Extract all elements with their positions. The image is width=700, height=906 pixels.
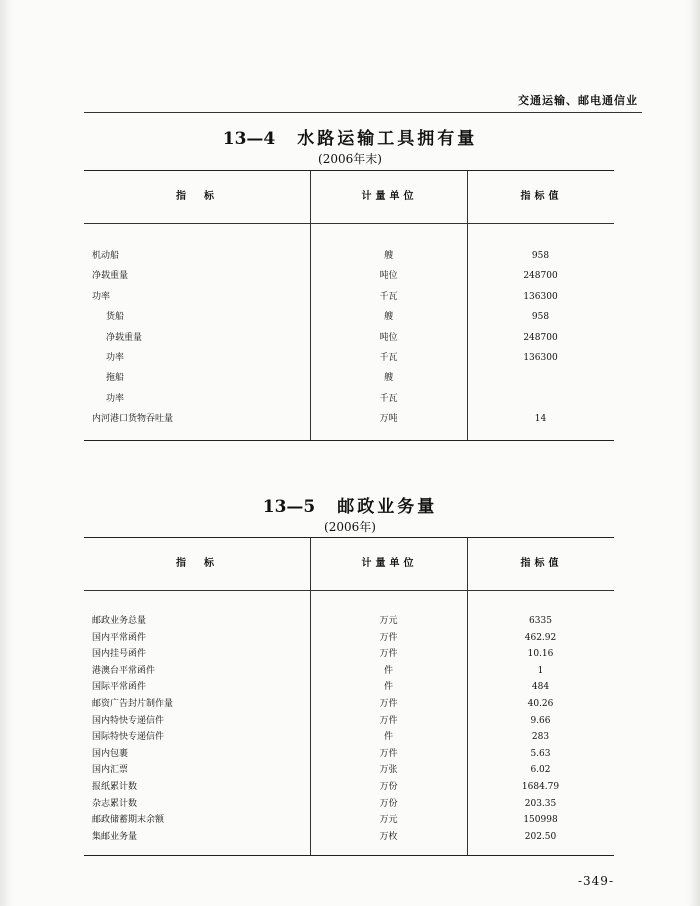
table-row [84, 729, 614, 746]
row-unit: 艘 [383, 251, 393, 261]
table-row [84, 746, 614, 763]
row-name: 国内汇票 [92, 765, 129, 776]
table-row [84, 796, 614, 813]
row-unit: 万件 [379, 715, 398, 726]
table-row [84, 829, 614, 846]
table2-title-text: 邮政业务量 [337, 497, 438, 517]
table-row [84, 287, 614, 307]
row-unit: 万枚 [379, 831, 398, 842]
row-value: 10.16 [527, 649, 554, 660]
row-value: 6335 [529, 616, 552, 626]
row-name: 功率 [106, 393, 125, 404]
row-unit: 万张 [379, 765, 398, 776]
table1-title [0, 124, 700, 149]
row-unit: 件 [383, 732, 393, 743]
row-name: 报纸累计数 [92, 781, 138, 792]
table2-title [0, 492, 700, 517]
row-name: 功率 [92, 291, 111, 302]
table-row [84, 679, 614, 696]
row-unit: 万元 [379, 815, 398, 826]
row-value: 484 [531, 682, 550, 693]
table-row [84, 368, 614, 388]
row-unit: 千瓦 [379, 352, 398, 363]
row-value: 248700 [523, 332, 558, 343]
table-row [84, 713, 614, 730]
row-unit: 万份 [379, 781, 398, 792]
row-value: 14 [534, 414, 547, 425]
row-value: 248700 [523, 271, 558, 282]
row-unit: 千瓦 [379, 393, 398, 404]
row-name: 国内平常函件 [92, 632, 147, 643]
table-row [84, 307, 614, 327]
row-value: 40.26 [527, 698, 554, 709]
row-unit: 万件 [379, 698, 398, 709]
row-name: 杂志累计数 [92, 798, 138, 809]
row-value: 136300 [523, 291, 558, 302]
table-row [84, 779, 614, 796]
table1-header [84, 171, 614, 224]
row-unit: 万件 [379, 748, 398, 759]
row-value: 202.50 [524, 831, 557, 842]
table2-subtitle: (2006年) [324, 520, 376, 534]
row-name: 邮政储蓄期末余额 [92, 815, 165, 826]
table1-header-value: 指标值 [467, 171, 615, 223]
row-value: 462.92 [524, 632, 557, 643]
table1-subtitle: (2006年末) [318, 152, 382, 166]
row-name: 功率 [106, 352, 125, 363]
row-unit: 吨位 [379, 332, 398, 343]
row-value: 6.02 [530, 765, 551, 776]
row-value: 1684.79 [521, 781, 560, 792]
table-row [84, 246, 614, 266]
row-name: 邮资广告封片制作量 [92, 698, 174, 709]
row-unit: 艘 [383, 312, 393, 323]
table1-body [84, 224, 614, 440]
row-unit: 万元 [379, 616, 398, 626]
row-name: 国内挂号函件 [92, 649, 147, 660]
row-unit: 艘 [383, 373, 393, 384]
table-row [84, 328, 614, 348]
running-header: 交通运输、邮电通信业 [518, 94, 638, 107]
table-row [84, 348, 614, 368]
table1-header-unit: 计量单位 [310, 171, 468, 223]
row-name: 集邮业务量 [92, 831, 138, 842]
row-unit: 万吨 [379, 414, 398, 425]
table2-header-unit: 计量单位 [310, 538, 468, 590]
row-name: 净载重量 [106, 332, 143, 343]
table-row [84, 409, 614, 429]
row-name: 国际平常函件 [92, 682, 147, 693]
row-name: 国内包裹 [92, 748, 129, 759]
row-unit: 千瓦 [379, 291, 398, 302]
table-row [84, 646, 614, 663]
row-value: 136300 [523, 352, 558, 363]
table1-header-indicator: 指 标 [176, 191, 218, 202]
row-name: 国内特快专递信件 [92, 715, 165, 726]
table2-header-value: 指标值 [467, 538, 615, 590]
table-row [84, 266, 614, 286]
table1 [84, 170, 614, 441]
row-unit: 万份 [379, 798, 398, 809]
header-rule [84, 112, 642, 113]
row-unit: 万件 [379, 649, 398, 660]
table-row [84, 663, 614, 680]
table1-number: 13—4 [222, 129, 276, 149]
row-name: 内河港口货物吞吐量 [92, 414, 174, 425]
row-name: 国际特快专递信件 [92, 732, 165, 743]
table2-header [84, 538, 614, 591]
table-row [84, 630, 614, 647]
table2-number: 13—5 [262, 497, 316, 517]
row-name: 净载重量 [92, 271, 129, 282]
table2 [84, 537, 614, 856]
table1-title-text: 水路运输工具拥有量 [297, 129, 478, 149]
row-name: 拖船 [106, 373, 125, 384]
row-name: 货船 [106, 312, 125, 323]
row-value: 958 [531, 251, 550, 261]
row-name: 邮政业务总量 [92, 616, 147, 626]
row-unit: 件 [383, 682, 393, 693]
row-value: 958 [531, 312, 550, 323]
row-value: 1 [537, 665, 544, 676]
row-value: 203.35 [524, 798, 557, 809]
page-number: -349- [577, 874, 614, 888]
row-name: 港澳台平常函件 [92, 665, 156, 676]
row-value: 283 [531, 732, 550, 743]
table2-header-indicator: 指 标 [176, 558, 218, 569]
table-row [84, 696, 614, 713]
row-value: 150998 [523, 815, 558, 826]
table-row [84, 812, 614, 829]
table-row [84, 613, 614, 630]
table-row [84, 389, 614, 409]
row-value: 5.63 [530, 748, 551, 759]
row-unit: 万件 [379, 632, 398, 643]
table2-body [84, 591, 614, 855]
table-row [84, 762, 614, 779]
row-unit: 件 [383, 665, 393, 676]
row-unit: 吨位 [379, 271, 398, 282]
row-name: 机动船 [92, 251, 120, 261]
row-value: 9.66 [530, 715, 551, 726]
